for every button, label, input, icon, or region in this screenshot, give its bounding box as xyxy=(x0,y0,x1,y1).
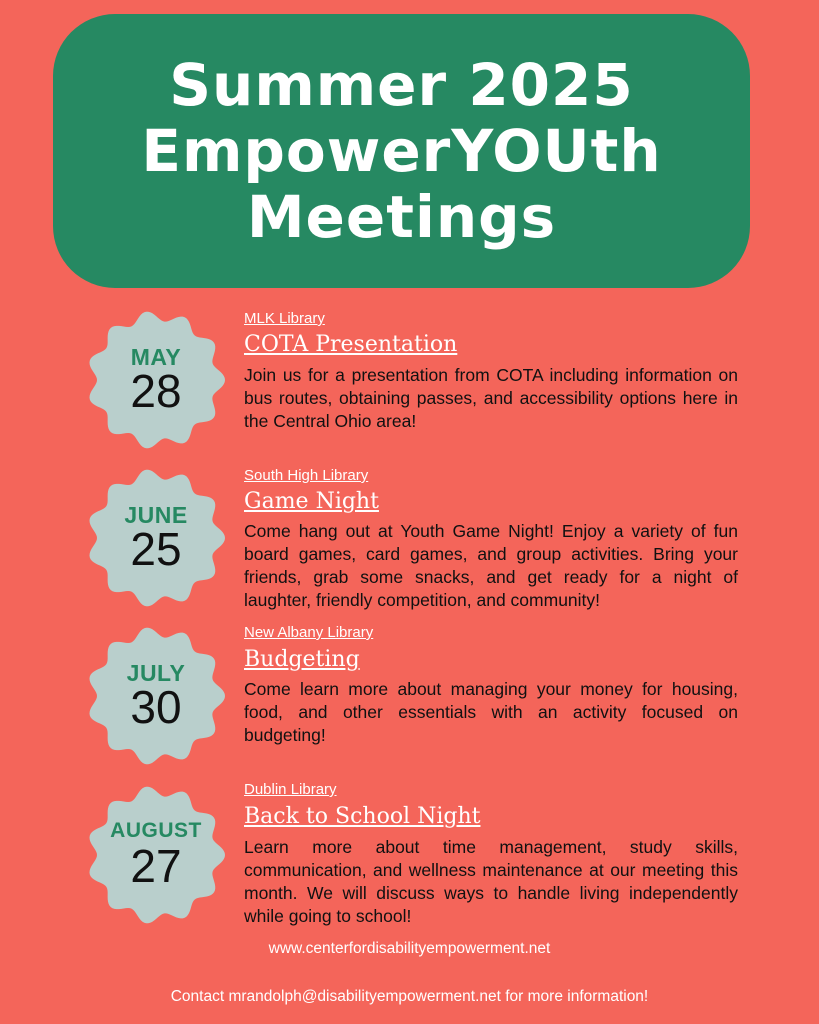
event-description: Learn more about time management, study skills, communication, and wellness maintenance at our meeting this month. We will discuss ways to handle living independently while going to school! xyxy=(244,837,738,926)
badge-month: JUNE xyxy=(124,502,188,528)
event-title[interactable]: Game Night xyxy=(244,489,379,514)
event-title[interactable]: COTA Presentation xyxy=(244,332,458,357)
date-badge xyxy=(86,468,226,608)
header-title-line-2: EmpowerYOUth xyxy=(141,117,662,185)
event-description: Join us for a presentation from COTA including information on bus routes, obtaining passes, and accessibility options here in the Central Ohio area! xyxy=(244,365,738,431)
badge-month: JULY xyxy=(126,660,186,686)
event-title[interactable]: Back to School Night xyxy=(244,804,481,829)
header-title-line-1: Summer 2025 xyxy=(169,51,634,119)
website-link[interactable]: www.centerfordisabilityempowerment.net xyxy=(268,940,551,957)
event-description: Come hang out at Youth Game Night! Enjoy a variety of fun board games, card games, and group activities. Bring your friends, grab some snacks, and get ready for a night of laughter, friendly competition, and community! xyxy=(244,521,738,610)
date-badge xyxy=(86,310,226,450)
event-location[interactable]: South High Library xyxy=(244,467,369,484)
event-location[interactable]: MLK Library xyxy=(244,310,325,327)
date-badge xyxy=(86,626,226,766)
badge-day: 30 xyxy=(130,681,182,733)
date-badge xyxy=(86,785,226,925)
event-location[interactable]: Dublin Library xyxy=(244,781,337,798)
header-title-line-3: Meetings xyxy=(246,183,557,251)
event-location[interactable]: New Albany Library xyxy=(244,624,374,641)
badge-month: AUGUST xyxy=(110,819,202,842)
badge-day: 25 xyxy=(130,523,182,575)
badge-month: MAY xyxy=(130,344,182,370)
flyer-header xyxy=(53,14,750,288)
event-title[interactable]: Budgeting xyxy=(244,647,360,672)
badge-day: 27 xyxy=(130,840,182,892)
event-description: Come learn more about managing your money for housing, food, and other essentials with an activity focused on budgeting! xyxy=(244,679,738,745)
badge-day: 28 xyxy=(130,365,182,417)
contact-info[interactable]: Contact mrandolph@disabilityempowerment.net for more information! xyxy=(170,988,649,1005)
